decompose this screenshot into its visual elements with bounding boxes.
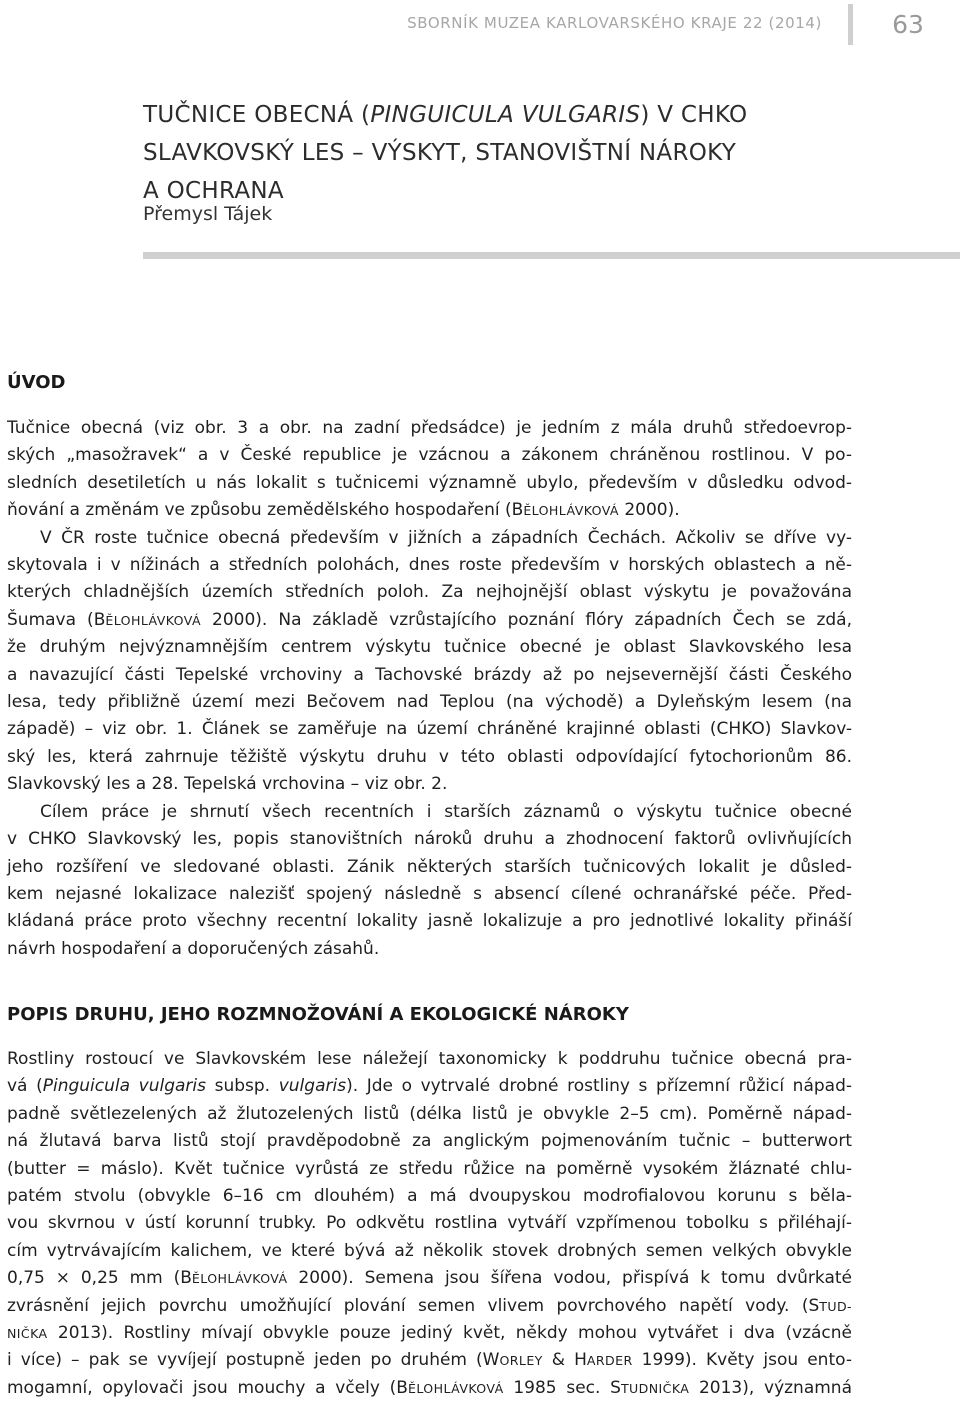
author: Přemysl Tájek [143,203,273,225]
text-line: Rostliny rostoucí ve Slavkovském lese náležejí taxonomicky k poddruhu tučnice obecná pra- [7,1049,852,1069]
text-line: ských „masožravek“ a v České republice je vzácnou a zákonem chráněnou rostlinou. V po- [7,445,852,466]
text-line: Cílem práce je shrnutí všech recentních i starších záznamů o výskytu tučnice obecné [40,801,852,822]
title-divider [143,252,960,259]
title-line-2: SLAVKOVSKÝ LES – VÝSKYT, STANOVIŠTNÍ NÁROKY [143,140,737,166]
text-line [7,1073,852,1100]
text-fragment: 1985 sec. S [503,1377,621,1398]
text-line [7,1265,852,1292]
text-fragment: & H [542,1350,587,1371]
text-fragment: zvrásnění jejich povrchu umožňující plování semen vlivem povrchového napětí vody. (S [7,1295,820,1316]
text-line [7,607,852,634]
text-line: sledních desetiletích u nás lokalit s tučnicemi významně ubylo, především v důsledku odvod- [7,472,852,493]
citation-author: ĚLOHLÁVKOVÁ [523,503,619,519]
page-number: 63 [892,10,924,39]
title-line-3: A OCHRANA [143,178,284,204]
title-line-1-end: ) V CHKO [640,102,748,128]
text-line: V ČR roste tučnice obecná především v jižních a západních Čechách. Ačkoliv se dříve vy- [40,527,852,548]
text-fragment: vá ( [7,1076,43,1097]
text-line: západě) – viz obr. 1. Článek se zaměřuje na území chráněné krajinné oblasti (CHKO) Slavkov- [7,719,852,740]
text-fragment: 2000). Na základě vzrůstajícího poznání flóry západních Čech se zdá, [200,609,852,630]
text-line [7,1347,852,1374]
citation-author: ĚLOHLÁVKOVÁ [105,612,201,628]
text-line: a navazující části Tepelské vrchoviny a Tachovské brázdy až po nejsevernější části Českého [7,664,852,685]
text-line [7,1375,852,1402]
text-line: ná žlutavá barva listů stojí pravděpodobně za anglickým pojmenováním tučnic – butterwort [7,1131,852,1152]
text-fragment: 1999). Květy jsou ento- [632,1350,852,1371]
paragraph-popis-druhu [7,1046,852,1402]
header-divider [848,4,853,45]
text-fragment: 0,75 × 0,25 mm (B [7,1268,192,1289]
citation-author: TUDNIČKA [620,1380,690,1396]
text-line: že druhým nejvýznamnějším centrem výskytu tučnice obecné je oblast Slavkovského lesa [7,637,852,658]
text-fragment: mogamní, opylovači jsou mouchy a včely (B [7,1377,408,1398]
text-fragment: 2000). Semena jsou šířena vodou, přispívá k tomu dvůrkaté [287,1268,852,1289]
text-line: kem nejasné lokalizace nalezišť spojený následně s absencí cílené ochranářské péče. Před- [7,883,852,904]
text-fragment: ). Jde o vytrvalé drobné rostliny s přízemní růžicí nápad- [346,1076,853,1097]
text-line: skytovala i v nížinách a středních polohách, dnes roste především v horských oblastech a ně- [7,555,852,576]
text-line: Slavkovský les a 28. Tepelská vrchovina – viz obr. 2. [7,774,448,795]
text-line: vou skvrnou v ústí korunní trubky. Po odkvětu rostlina vytváří vzpřímenou tobolku s přiléhají- [7,1213,852,1234]
text-line [7,1293,852,1320]
species-name: Pinguicula vulgaris [42,1076,206,1097]
text-fragment: ňování a změnám ve způsobu zemědělského hospodaření (B [7,500,524,521]
citation-author: ĚLOHLÁVKOVÁ [191,1271,288,1287]
citation-author: NIČKA [7,1326,48,1342]
text-fragment: 2000). [618,500,680,521]
paragraph-uvod-1 [7,415,852,963]
text-fragment: 2013). Rostliny mívají obvykle pouze jediný květ, někdy mohou vytvářet i dva (vzácně [47,1323,852,1344]
text-line [7,1320,852,1347]
text-fragment: 2013), významná [689,1377,852,1398]
citation-author: TUD- [819,1298,852,1314]
section-heading-uvod: ÚVOD [7,372,66,393]
text-line: patém stvolu (obvykle 6–16 cm dlouhém) a má dvoupyskou modrofialovou korunu s běla- [7,1186,852,1207]
text-fragment: subsp. [206,1076,279,1097]
text-line: kládaná práce proto všechny recentní lokality jasně lokalizuje a pro jednotlivé lokality přináší [7,911,852,932]
text-fragment: Šumava (B [7,609,106,630]
running-head: SBORNÍK MUZEA KARLOVARSKÉHO KRAJE 22 (2014) [407,14,822,32]
text-line: lesa, tedy přibližně území mezi Bečovem nad Teplou (na východě) a Dyleňským lesem (na [7,692,852,713]
text-line: Tučnice obecná (viz obr. 3 a obr. na zadní předsádce) je jedním z mála druhů středoevrop- [7,418,852,438]
text-line: jeho rozšíření ve sledované oblasti. Zánik některých starších tučnicových lokalit je důsled- [7,856,852,877]
text-line: cím vytrvávajícím kalichem, ve které bývá až několik stovek drobných semen velkých obvykle [7,1240,852,1261]
text-line: (butter = máslo). Květ tučnice vyrůstá ze středu růžice na poměrně vysokém žláznaté chlu- [7,1158,852,1179]
citation-author: ĚLOHLÁVKOVÁ [407,1380,504,1396]
text-line: v CHKO Slavkovský les, popis stanovištních nároků druhu a zhodnocení faktorů ovlivňujících [7,829,852,850]
citation-author: ORLEY [499,1353,543,1369]
subspecies-name: vulgaris [278,1076,347,1097]
title-line-1 [143,96,943,134]
section-heading-popis-druhu: POPIS DRUHU, JEHO ROZMNOŽOVÁNÍ A EKOLOGICKÉ NÁROKY [7,1004,629,1025]
text-line: padně světlezelených až žlutozelených listů (délka listů je obvykle 2–5 cm). Poměrně nápad- [7,1103,852,1124]
article-title [143,96,943,210]
text-line: návrh hospodaření a doporučených zásahů. [7,938,380,959]
text-line: kterých chladnějších územích středních poloh. Za nejhojnější oblast výskytu je považována [7,582,852,603]
text-line: ský les, která zahrnuje těžiště výskytu druhu v této oblasti odpovídající fytochorionům 86. [7,746,852,767]
title-line-1-start: TUČNICE OBECNÁ ( [143,102,371,128]
title-species-name: PINGUICULA VULGARIS [370,102,641,128]
text-line [7,497,852,524]
citation-author: ARDER [586,1353,633,1369]
text-fragment: i více) – pak se vyvíjejí postupně jeden po druhém (W [7,1350,500,1371]
